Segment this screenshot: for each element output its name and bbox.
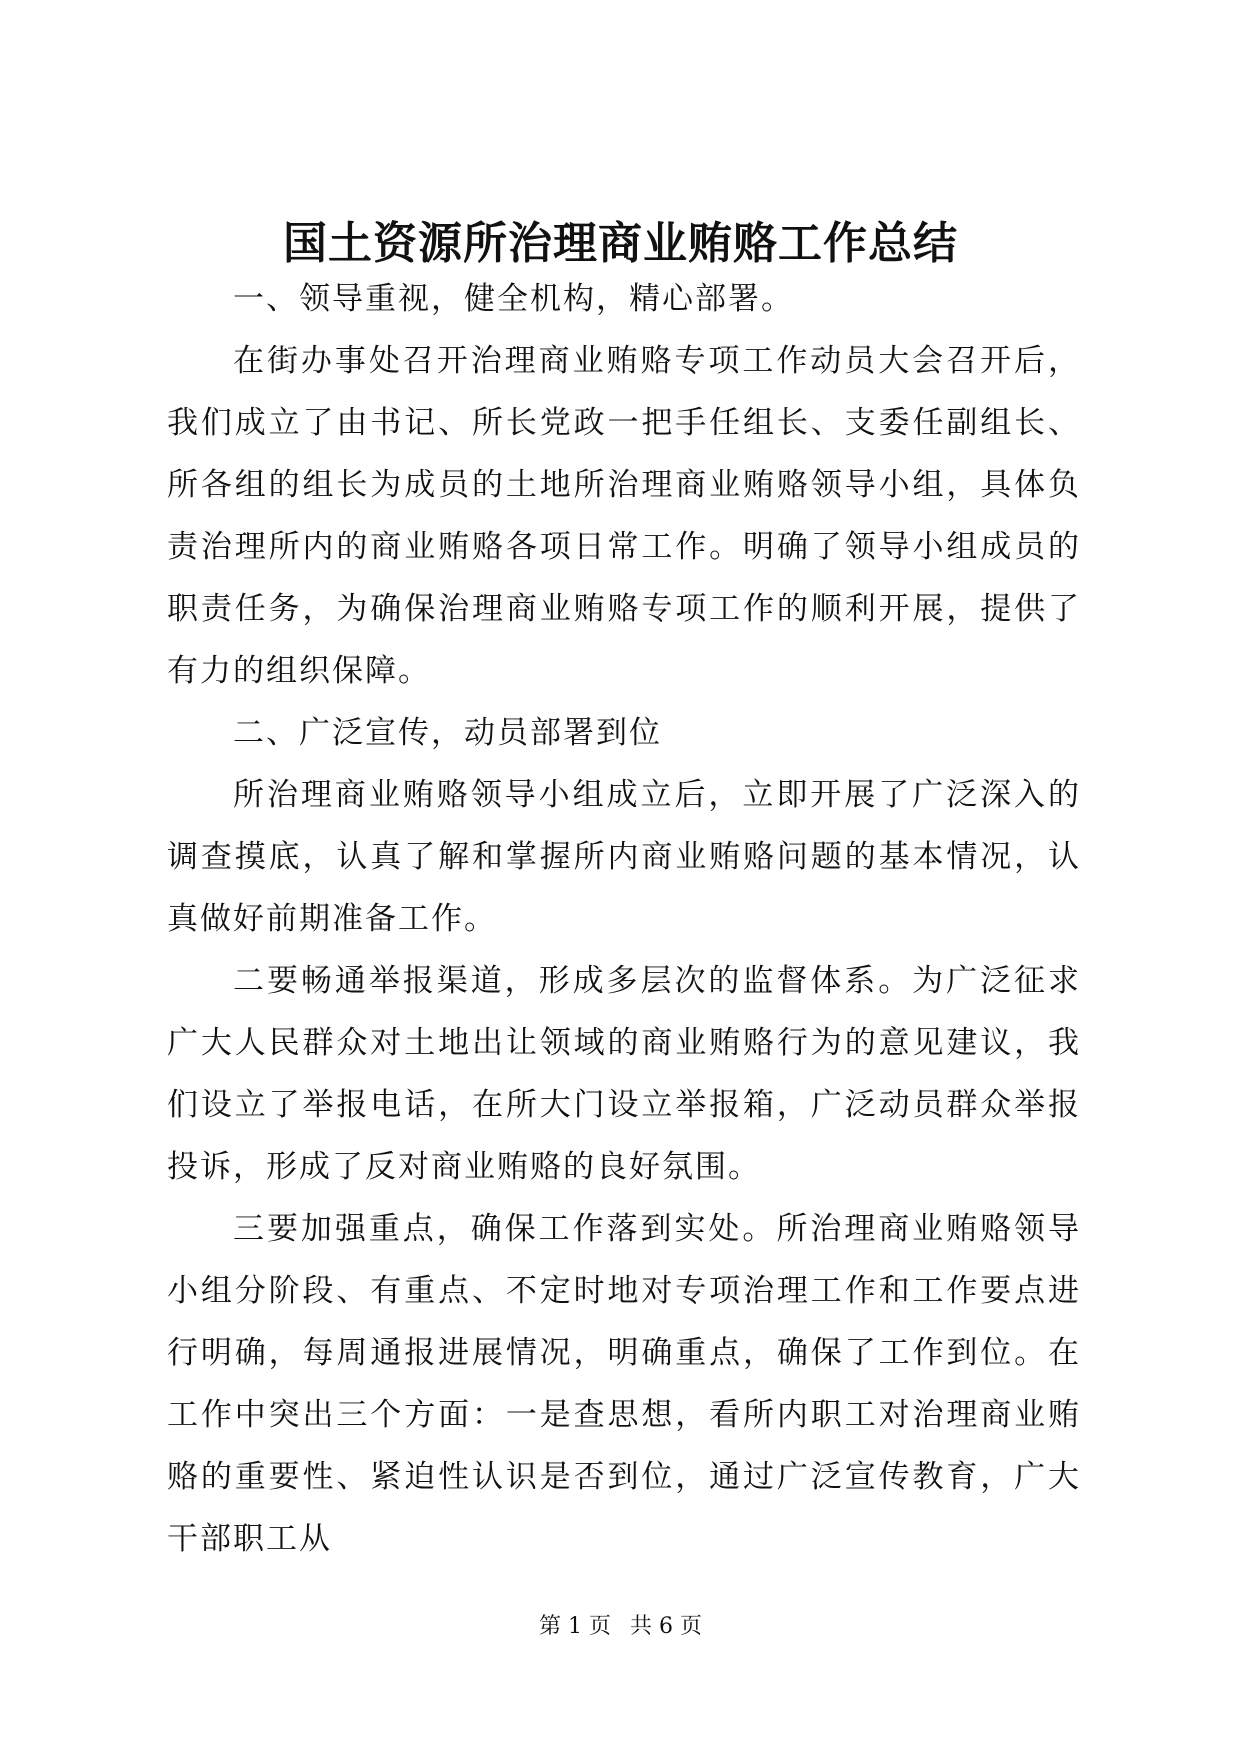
document-title: 国土资源所治理商业贿赂工作总结 xyxy=(283,218,958,269)
paragraph: 所治理商业贿赂领导小组成立后，立即开展了广泛深入的调查摸底，认真了解和掌握所内商业贿赂问题的基本情况，认真做好前期准备工作。 xyxy=(167,777,1081,937)
page-total: 共 6 页 xyxy=(630,1614,702,1639)
paragraph-heading-1: 一、领导重视，健全机构，精心部署。 xyxy=(233,281,794,317)
document-body xyxy=(167,268,1081,1570)
page-footer xyxy=(0,1612,1241,1642)
paragraph: 二要畅通举报渠道，形成多层次的监督体系。为广泛征求广大人民群众对土地出让领域的商业贿赂行为的意见建议，我们设立了举报电话，在所大门设立举报箱，广泛动员群众举报投诉，形成了反对商业贿赂的良好氛围。 xyxy=(167,963,1081,1185)
paragraph: 在街办事处召开治理商业贿赂专项工作动员大会召开后，我们成立了由书记、所长党政一把手任组长、支委任副组长、所各组的组长为成员的土地所治理商业贿赂领导小组，具体负责治理所内的商业贿赂各项日常工作。明确了领导小组成员的职责任务，为确保治理商业贿赂专项工作的顺利开展，提供了有力的组织保障。 xyxy=(167,343,1081,689)
paragraph-heading-2: 二、广泛宣传，动员部署到位 xyxy=(233,715,662,751)
paragraph: 三要加强重点，确保工作落到实处。所治理商业贿赂领导小组分阶段、有重点、不定时地对专项治理工作和工作要点进行明确，每周通报进展情况，明确重点，确保了工作到位。在工作中突出三个方面：一是查思想，看所内职工对治理商业贿赂的重要性、紧迫性认识是否到位，通过广泛宣传教育，广大干部职工从 xyxy=(167,1211,1081,1557)
page-number: 第 1 页 xyxy=(539,1614,611,1639)
